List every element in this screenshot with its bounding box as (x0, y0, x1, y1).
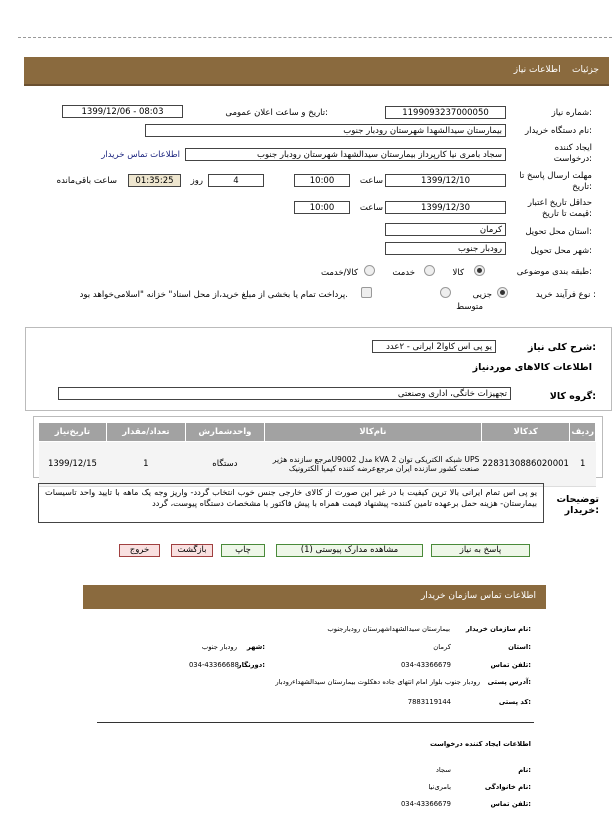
deadline-date-field: 1399/12/10 (385, 174, 506, 187)
contact-fax-label: دورنگار: (237, 661, 265, 669)
contact-title: اطلاعات تماس سازمان خریدار (420, 591, 536, 601)
page-header (24, 57, 609, 86)
col-unit: واحدشمارش (185, 423, 264, 442)
col-name: نام‌کالا (264, 423, 481, 442)
days-field: 4 (208, 174, 264, 187)
cell-name: UPS شبکه الکتریکی توان 2 kVA مدل U9002مرجع سازنده هژیر صنعت کشور سازنده ایران مرجع‌عرضه کننده کیمیا الکترونیک (264, 442, 481, 487)
contact-fax-value: 034-43366688 (188, 661, 239, 669)
cat-service-label: خدمت (392, 268, 415, 278)
creator-title: اطلاعات ایجاد کننده درخواست (429, 740, 531, 748)
payment-note: پرداخت تمام یا بخشی از مبلغ خرید،از محل اسناد" خزانه "اسلامی‌خواهد بود. (79, 290, 348, 300)
need-number-field: 1199093237000050 (385, 106, 506, 119)
contact-org-label: نام سازمان خریدار: (465, 625, 531, 633)
summary-label: شرح کلی نیاز: (527, 342, 596, 353)
creator-name-value: سجاد (435, 766, 451, 774)
notes-label: توضیحات خریدار: (556, 494, 599, 516)
province-field: کرمان (385, 223, 506, 236)
deadline-time-field: 10:00 (294, 174, 350, 187)
creator-family-label: نام خانوادگی: (484, 783, 531, 791)
top-divider (18, 37, 612, 38)
contact-divider (97, 722, 534, 723)
price-date-field: 1399/12/30 (385, 201, 506, 214)
buyer-label: نام دستگاه خریدار: (525, 126, 592, 136)
proc-minor-label: جزیی (472, 290, 492, 300)
notes-box: یو پی اس تمام ایرانی بالا ترین کیفیت با در غیر این صورت از کالای خارجی جنس خوب انتخاب گردد- واریز وجه یک ماهه با تایید واحد تاسیسات بیمارستان- هزینه حمل برعهده تامین کننده- پیشنهاد قیمت همراه با پیش فاکتور با مشخصات دستگاه پیوست، گردد (38, 483, 544, 523)
payment-checkbox[interactable] (361, 287, 372, 298)
contact-address-value: رودبار جنوب بلوار امام انتهای جاده دهکلوت بیمارستان سیدالشهداءرودبار (275, 678, 480, 686)
contact-header (83, 585, 546, 609)
announce-label: تاریخ و ساعت اعلان عمومی: (225, 108, 328, 118)
price-time-label: ساعت (359, 203, 383, 213)
province-label: استان محل تحویل: (525, 227, 592, 237)
process-label: نوع فرآیند خرید : (535, 290, 596, 300)
creator-field: سجاد بامری نیا کارپرداز بیمارستان سیدالشهدا شهرستان رودبار جنوب (185, 148, 506, 161)
cell-qty: 1 (106, 442, 185, 487)
col-row: ردیف (570, 423, 596, 442)
days-label: روز (190, 176, 203, 186)
contact-city-value: رودبار جنوب (201, 643, 237, 651)
breadcrumb-need-info[interactable]: اطلاعات نیاز (513, 65, 561, 75)
category-label: طبقه بندی موضوعی: (516, 267, 592, 277)
cell-row: 1 (570, 442, 596, 487)
creator-phone-label: تلفن تماس: (490, 800, 531, 808)
cat-service-radio[interactable] (424, 265, 435, 276)
reply-button[interactable]: پاسخ به نیاز (431, 544, 530, 557)
buyer-contact-link[interactable]: اطلاعات تماس خریدار (101, 150, 180, 160)
creator-name-label: نام: (518, 766, 531, 774)
col-qty: تعداد/مقدار (106, 423, 185, 442)
attachments-button[interactable]: مشاهده مدارک پیوستی (1) (276, 544, 423, 557)
remaining-time-field: 01:35:25 (128, 174, 181, 187)
col-date: تاریخ‌نیاز (39, 423, 107, 442)
need-number-label: شماره نیاز: (551, 108, 592, 118)
col-code: کدکالا (481, 423, 570, 442)
contact-address-label: آدرس پستی: (487, 678, 531, 686)
creator-label: ایجاد کننده درخواست: (553, 143, 592, 164)
deadline-label: مهلت ارسال پاسخ تا تاریخ: (519, 171, 592, 192)
proc-medium-label: متوسط (456, 302, 483, 312)
proc-medium-radio[interactable] (440, 287, 451, 298)
exit-button[interactable]: خروج (119, 544, 160, 557)
deadline-time-label: ساعت (359, 176, 383, 186)
cell-unit: دستگاه (185, 442, 264, 487)
cat-goods-service-label: کالا/خدمت (321, 268, 358, 278)
city-field: رودبار جنوب (385, 242, 506, 255)
table-row (39, 442, 596, 487)
contact-province-label: استان: (508, 643, 531, 651)
remaining-label: ساعت باقی‌مانده (56, 176, 117, 186)
contact-postal-value: 7883119144 (407, 698, 451, 706)
cell-date: 1399/12/15 (39, 442, 107, 487)
print-button[interactable]: چاپ (221, 544, 265, 557)
cat-goods-label: کالا (452, 268, 464, 278)
back-button[interactable]: بازگشت (171, 544, 213, 557)
breadcrumb-details[interactable]: جزئیات (572, 65, 599, 75)
goods-info-title: اطلاعات کالاهای موردنیاز (472, 362, 592, 373)
group-label: گروه کالا: (549, 391, 596, 402)
contact-city-label: شهر: (246, 643, 265, 651)
min-price-label: حداقل تاریخ اعتبار قیمت تا تاریخ: (527, 198, 592, 219)
cell-code: 2283130886020001 (481, 442, 570, 487)
contact-postal-label: کد پستی: (498, 698, 531, 706)
buyer-field: بیمارستان سیدالشهدا شهرستان رودبار جنوب (145, 124, 506, 137)
header-breadcrumb (514, 65, 599, 75)
city-label: شهر محل تحویل: (530, 246, 592, 256)
cat-goods-service-radio[interactable] (364, 265, 375, 276)
proc-minor-radio[interactable] (497, 287, 508, 298)
contact-phone-value: 034-43366679 (400, 661, 451, 669)
group-field: تجهیزات خانگی، اداری وصنعتی (58, 387, 511, 400)
cat-goods-radio[interactable] (474, 265, 485, 276)
contact-org-value: بیمارستان سیدالشهداشهرستان رودبارجنوب (327, 625, 450, 633)
summary-field: یو پی اس کاوا2 ایرانی - ۲عدد (372, 340, 496, 353)
goods-table (38, 422, 596, 487)
creator-family-value: بامری‌نیا (428, 783, 451, 791)
announce-field: 1399/12/06 - 08:03 (62, 105, 183, 118)
price-time-field: 10:00 (294, 201, 350, 214)
contact-province-value: کرمان (433, 643, 451, 651)
creator-phone-value: 034-43366679 (400, 800, 451, 808)
contact-phone-label: تلفن تماس: (490, 661, 531, 669)
